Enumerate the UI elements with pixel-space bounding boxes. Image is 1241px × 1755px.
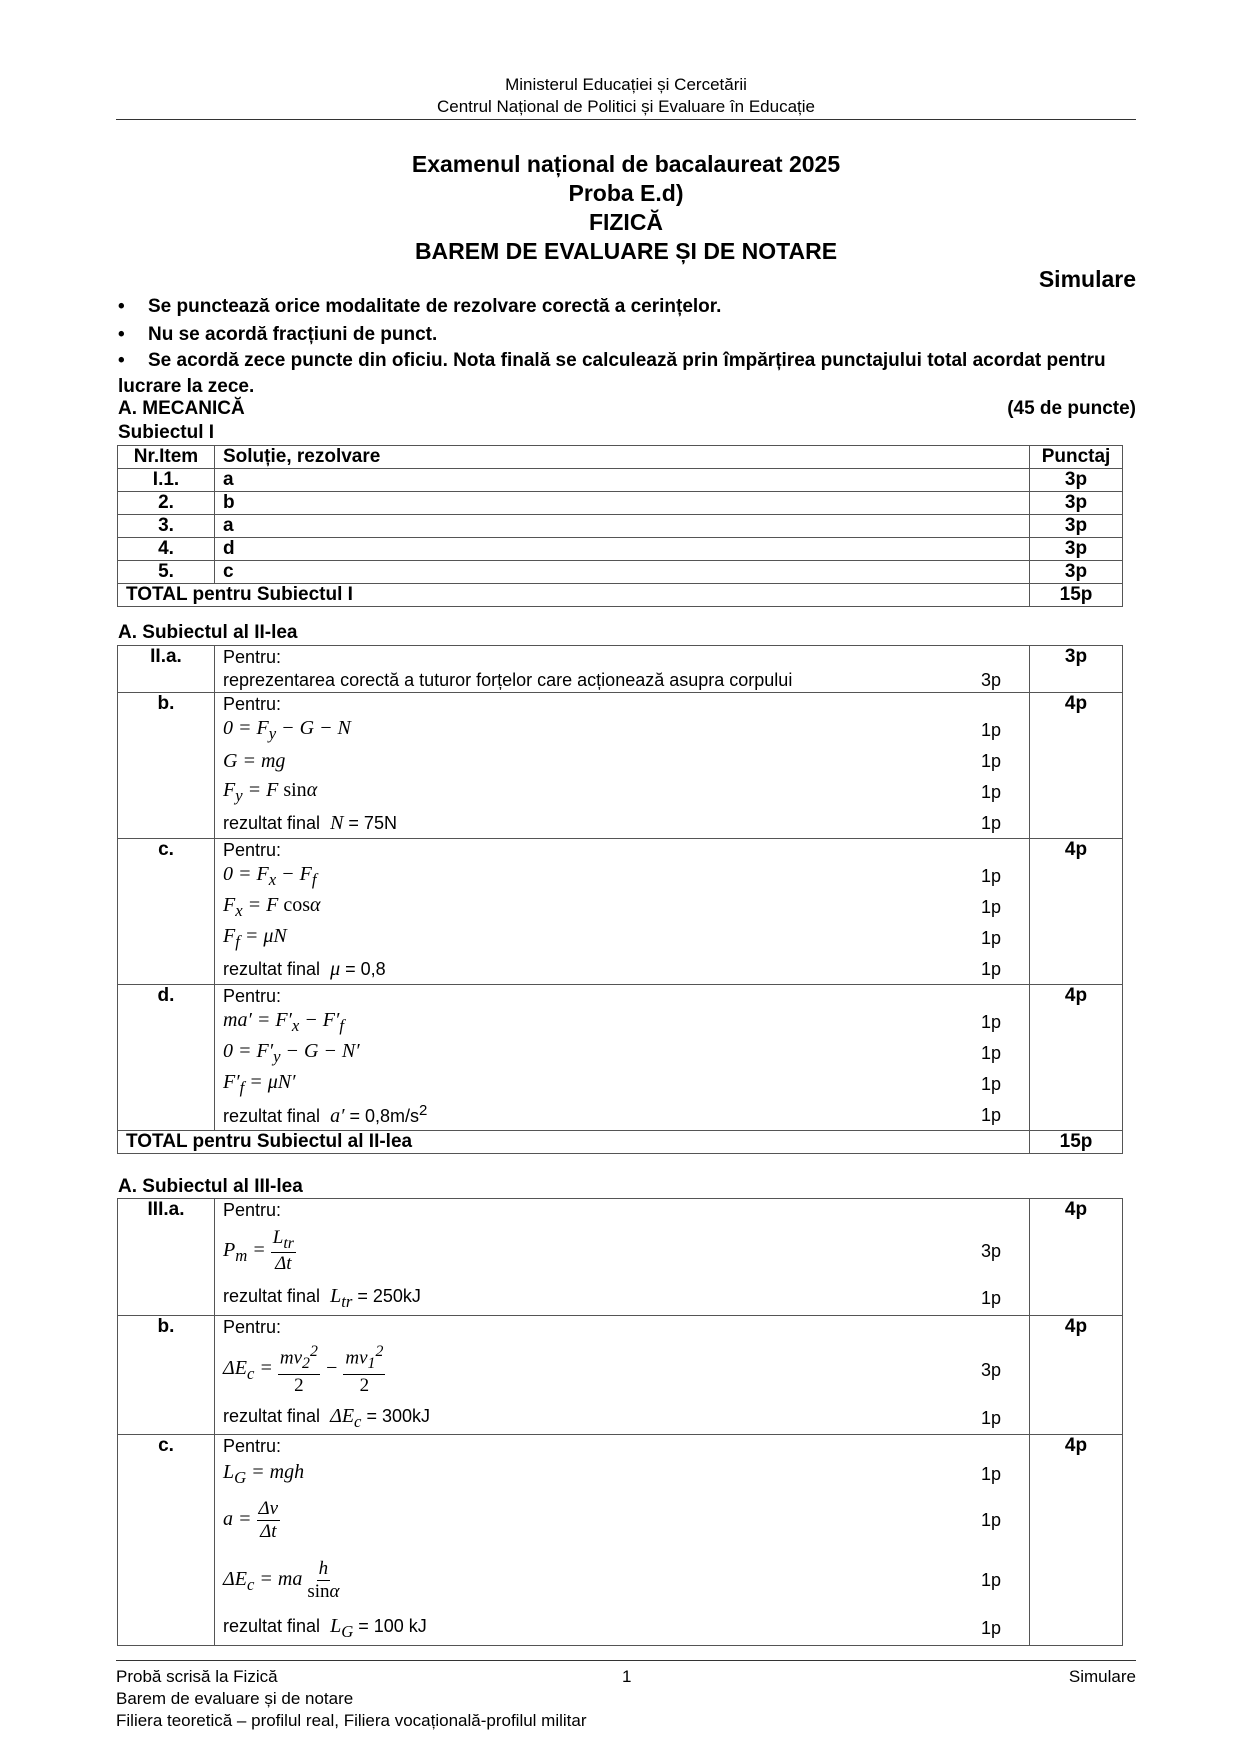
total-row: TOTAL pentru Subiectul I 15p [118, 584, 1123, 607]
section-heading [118, 397, 1136, 421]
formula: $F_y = F$ sinα [223, 779, 318, 805]
subject1-title: Subiectul I [118, 422, 215, 443]
formula: $\Delta E_c$ = ma $\frac{h}{\sin\alpha}$ [223, 1557, 340, 1602]
formula: $ma' = F'_x - F'_f$ [223, 1009, 345, 1035]
formula: $F_f = \mu N$ [223, 925, 287, 951]
page-number: 1 [622, 1667, 632, 1686]
formula: a = $\frac{\Delta v}{\Delta t}$ [223, 1497, 279, 1542]
subject2-table [117, 645, 1123, 1154]
item-row: III.a. Pentru: $P_m$ = $L_{tr}$ Δt 3p rezultat final $L_{tr} = 250kJ$ 1p 4p [118, 1199, 1123, 1316]
item-row: b. Pentru: $0 = F_y - G - N$ 1p G = mg 1p $F_y = F$ sinα 1p rezultat final N = 75N 1p 4p [118, 693, 1123, 839]
simulation-badge: Simulare [1038, 266, 1136, 292]
table-row: 2. b 3p [118, 492, 1123, 515]
item-row: II.a. Pentru: reprezentarea corectă a tuturor forțelor care acționează asupra corpului 3p 3p [118, 646, 1123, 693]
formula: $P_m$ = $L_{tr}$ Δt [223, 1226, 294, 1275]
table-header: Nr.Item Soluție, rezolvare Punctaj [118, 446, 1123, 469]
total-row: TOTAL pentru Subiectul al II-lea 15p [118, 1131, 1123, 1154]
bullet-icon: • [118, 296, 125, 317]
subject1-table [117, 445, 1123, 607]
formula: $F'_f = \mu N'$ [223, 1071, 296, 1097]
item-row: b. Pentru: $\Delta E_c$ = $\frac{mv_2^2}{2}$ − $\frac{mv_1^2}{2}$ 3p rezultat final $\Delta E_c = 300kJ$ 1p 4p [118, 1316, 1123, 1435]
formula: $0 = F_x - F_f$ [223, 863, 317, 889]
center-name: Centrul Național de Politici și Evaluare în Educație [437, 97, 815, 116]
table-row: I.1. a 3p [118, 469, 1123, 492]
table-row: 3. a 3p [118, 515, 1123, 538]
footer-divider [116, 1660, 1136, 1661]
subject2-title: A. Subiectul al II-lea [118, 622, 298, 643]
formula: $L_G$ = mgh [223, 1460, 305, 1487]
document-type: BAREM DE EVALUARE ȘI DE NOTARE [414, 238, 838, 264]
exam-subject: FIZICĂ [588, 209, 664, 235]
item-row: c. Pentru: $0 = F_x - F_f$ 1p $F_x = F$ cosα 1p $F_f = \mu N$ 1p rezultat final μ = 0,8 1p 4p [118, 839, 1123, 985]
subject3-table [117, 1198, 1123, 1646]
formula: $0 = F'_y - G - N'$ [223, 1040, 360, 1066]
bullet-icon: • [118, 324, 125, 345]
footer-simulation: Simulare [1068, 1667, 1136, 1686]
item-row: c. Pentru: $L_G$ = mgh 1p a = $\frac{\Delta v}{\Delta t}$ 1p $\Delta E_c$ = ma $\frac{h}{\sin\alpha}$ 1p rezultat final $L_G = 100$ kJ 1p 4p [118, 1435, 1123, 1646]
formula: $F_x = F$ cosα [223, 894, 321, 920]
footer-doc-type: Barem de evaluare și de notare [116, 1689, 354, 1708]
bullet-icon: • [118, 350, 125, 371]
exam-proba: Proba E.d) [568, 180, 684, 206]
table-row: 4. d 3p [118, 538, 1123, 561]
item-row: d. Pentru: $ma' = F'_x - F'_f$ 1p $0 = F'_y - G - N'$ 1p $F'_f = \mu N'$ 1p rezultat final $a' = 0,8m/s^2$ 1p 4p [118, 985, 1123, 1131]
footer-row-1 [116, 1666, 1136, 1688]
formula: G = mg [223, 750, 286, 772]
footer-profile: Filiera teoretică – profilul real, Filiera vocațională-profilul militar [116, 1711, 587, 1730]
footer-exam-name: Probă scrisă la Fizică [116, 1667, 278, 1686]
section-name: A. MECANICĂ [118, 398, 245, 419]
instruction-1: • Se punctează orice modalitate de rezolvare corectă a cerințelor. [118, 294, 1136, 320]
ministry-name: Ministerul Educației și Cercetării [505, 75, 747, 94]
instruction-3: • Se acordă zece puncte din oficiu. Nota finală se calculează prin împărțirea punctajului total acordat pentru lucrare la zece. [118, 350, 1106, 397]
table-row: 5. c 3p [118, 561, 1123, 584]
section-points: (45 de puncte) [1007, 398, 1136, 419]
exam-title: Examenul național de bacalaureat 2025 [411, 151, 841, 177]
formula: $\Delta E_c$ = $\frac{mv_2^2}{2}$ − $\frac{mv_1^2}{2}$ [223, 1343, 384, 1396]
formula: $0 = F_y - G - N$ [223, 717, 351, 743]
subject3-title: A. Subiectul al III-lea [118, 1176, 303, 1197]
instruction-2: • Nu se acordă fracțiuni de punct. [118, 322, 1136, 348]
header-divider [116, 119, 1136, 120]
